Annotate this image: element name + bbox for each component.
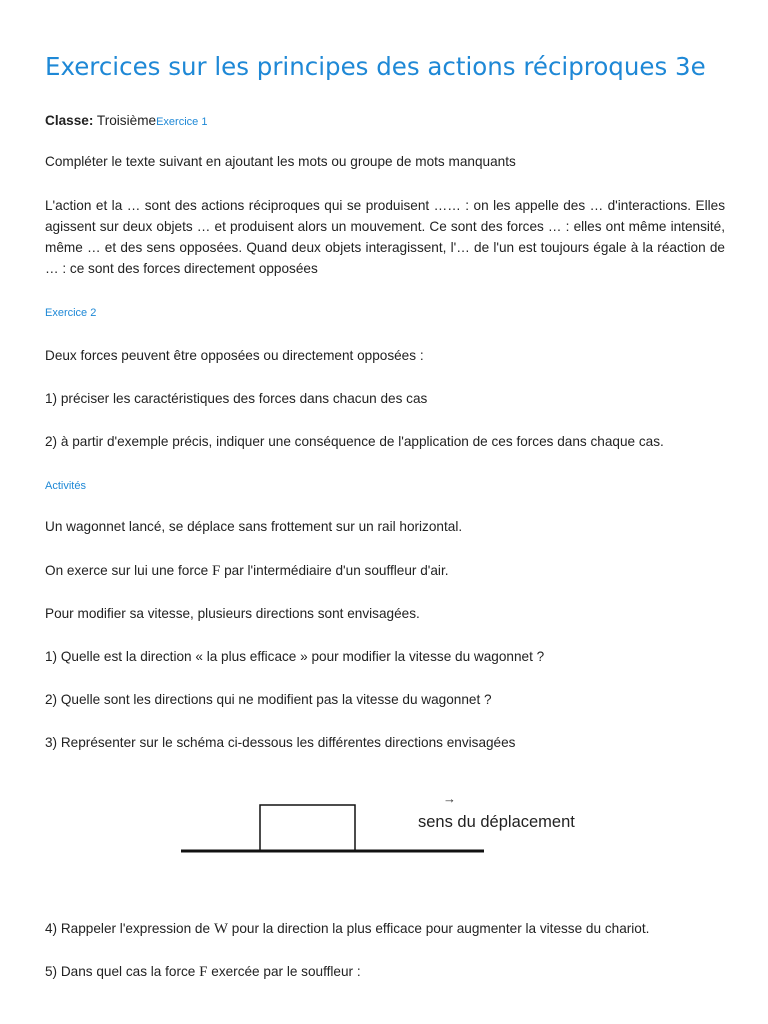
activites-paragraph-1: Un wagonnet lancé, se déplace sans frottement sur un rail horizontal. <box>45 519 463 534</box>
work-symbol-w: W <box>213 921 229 937</box>
exercice2-intro: Deux forces peuvent être opposées ou directement opposées : <box>45 348 424 363</box>
activites-heading: Activités <box>45 480 86 492</box>
activites-paragraph-3: Pour modifier sa vitesse, plusieurs directions sont envisagées. <box>45 606 420 621</box>
activites-question-4 <box>45 918 649 940</box>
classe-value: Troisième <box>96 113 157 128</box>
wagon-diagram <box>135 790 615 860</box>
activites-paragraph-2 <box>45 560 449 582</box>
force-symbol-f: F <box>211 563 221 579</box>
classe-label: Classe: <box>45 113 94 128</box>
activites-question-5 <box>45 961 361 983</box>
exercice1-text: L'action et la … sont des actions réciproques qui se produisent …… : on les appelle des … d'interactions. Elles agissent sur deux objets … et produisent alors un mouvement. Ce sont des forces … : elles ont même intensité, même … et des sens opposées. Quand deux objets interagissent, l'… de l'un est toujours égale à la réaction de … : ce sont des forces directement opposées <box>45 198 725 276</box>
p2-before: On exerce sur lui une force <box>45 563 212 578</box>
exercice2-question-1: 1) préciser les caractéristiques des forces dans chacun des cas <box>45 391 428 406</box>
activites-question-2: 2) Quelle sont les directions qui ne modifient pas la vitesse du wagonnet ? <box>45 692 492 707</box>
activites-question-1: 1) Quelle est la direction « la plus efficace » pour modifier la vitesse du wagonnet ? <box>45 649 545 664</box>
wagon-box <box>260 805 355 851</box>
activites-question-3: 3) Représenter sur le schéma ci-dessous les différentes directions envisagées <box>45 735 516 750</box>
q4-after: pour la direction la plus efficace pour augmenter la vitesse du chariot. <box>228 921 650 936</box>
displacement-label: sens du déplacement <box>418 813 575 831</box>
q4-before: 4) Rappeler l'expression de <box>45 921 214 936</box>
q5-before: 5) Dans quel cas la force <box>45 964 200 979</box>
displacement-arrow-icon: → <box>443 791 456 806</box>
q5-after: exercée par le souffleur : <box>207 964 361 979</box>
exercice1-heading: Exercice 1 <box>156 116 208 128</box>
exercice1-instruction: Compléter le texte suivant en ajoutant les mots ou groupe de mots manquants <box>45 154 516 169</box>
force-symbol-f-2: F <box>199 964 208 980</box>
page-title: Exercices sur les principes des actions réciproques 3e <box>45 52 706 81</box>
classe-line <box>45 110 207 133</box>
exercice2-heading: Exercice 2 <box>45 307 97 319</box>
exercice2-question-2: 2) à partir d'exemple précis, indiquer une conséquence de l'application de ces forces dans chaque cas. <box>45 434 664 449</box>
p2-after: par l'intermédiaire d'un souffleur d'air. <box>220 563 449 578</box>
